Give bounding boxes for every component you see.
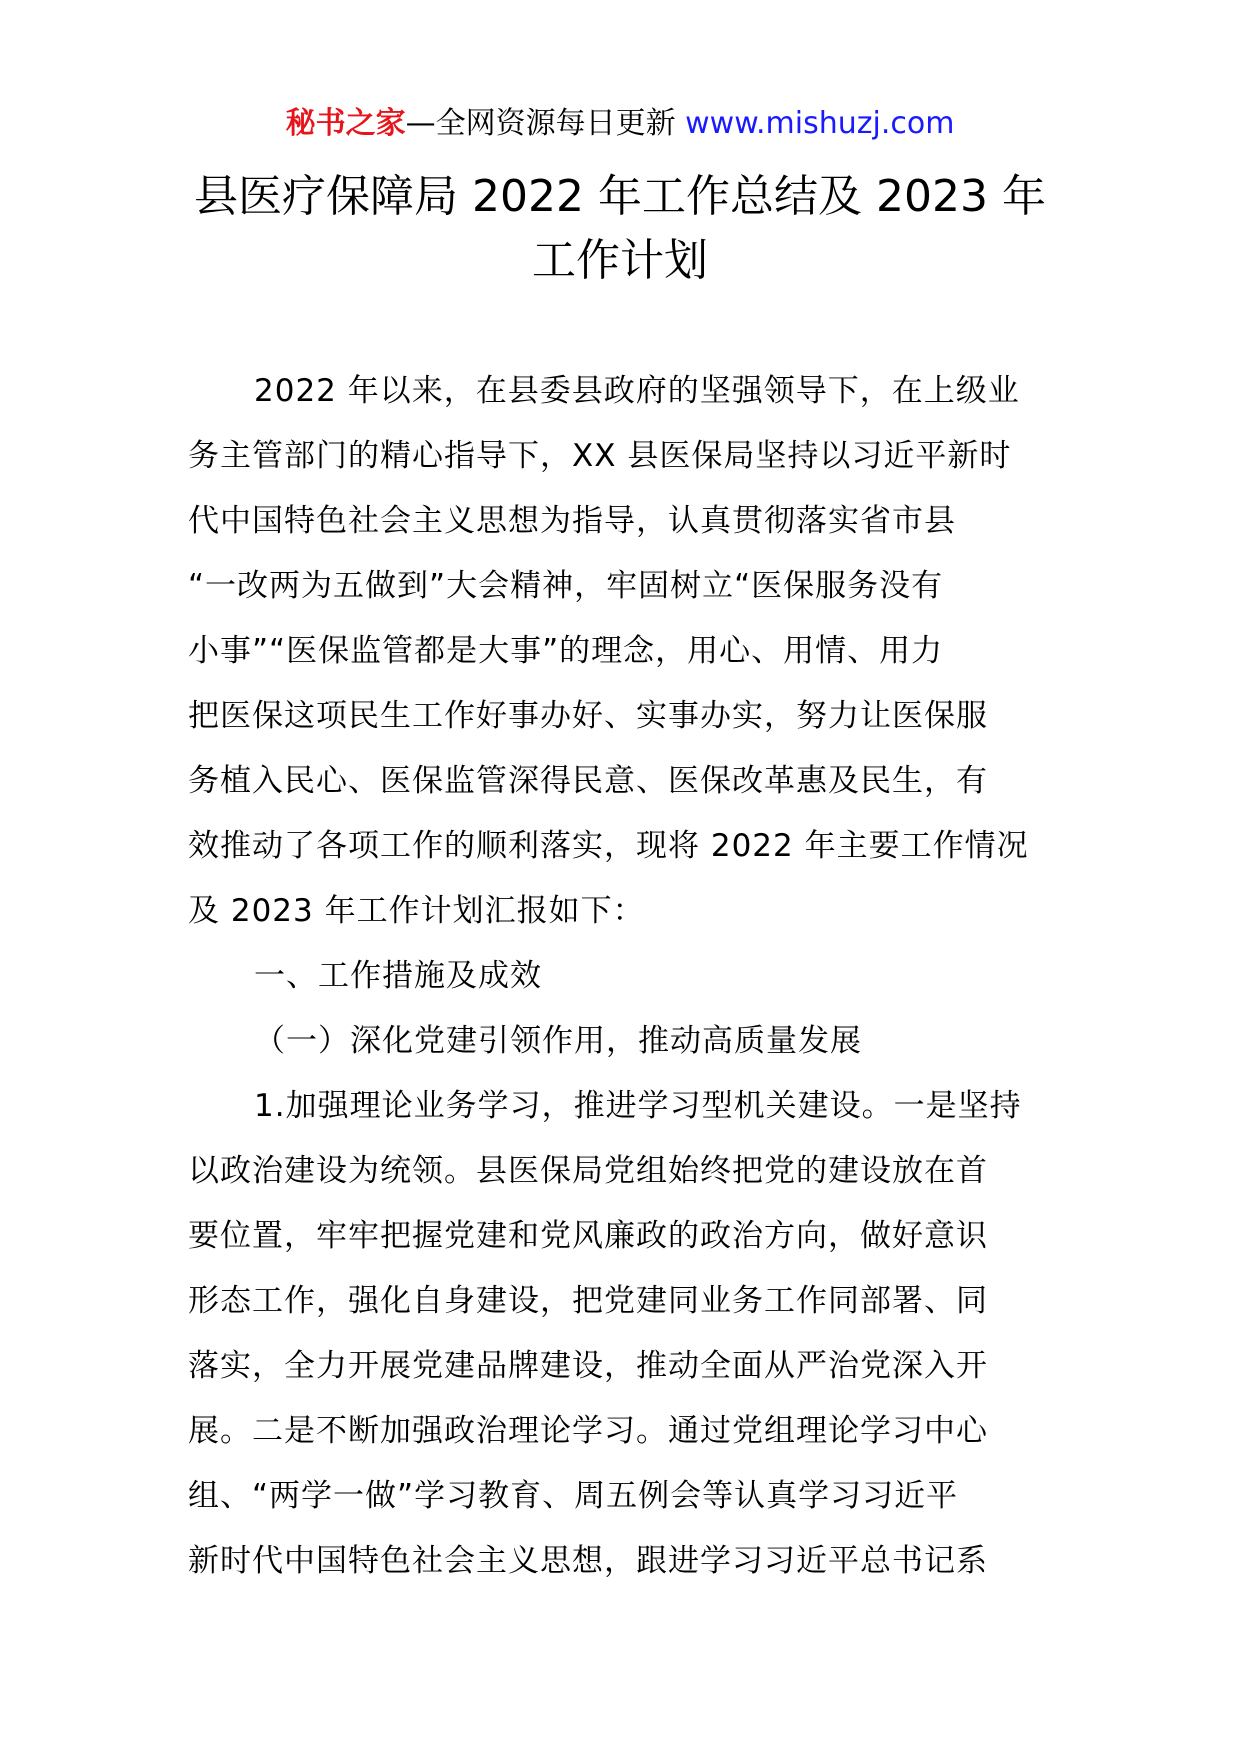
paragraph-line: 及 2023 年工作计划汇报如下：: [188, 893, 645, 929]
title-line: 工作计划: [532, 235, 708, 286]
paragraph-line: 1.加强理论业务学习，推进学习型机关建设。一是坚持: [254, 1088, 1022, 1124]
document-title: [0, 165, 1240, 293]
site-header: [0, 102, 1240, 146]
paragraph-line: 务植入民心、医保监管深得民意、医保改革惠及民生，有: [188, 763, 988, 799]
paragraph-line: 新时代中国特色社会主义思想，跟进学习习近平总书记系: [188, 1543, 988, 1579]
paragraph-line: 代中国特色社会主义思想为指导，认真贯彻落实省市县: [188, 503, 956, 539]
paragraph-line: 小事”“医保监管都是大事”的理念，用心、用情、用力: [188, 633, 944, 669]
site-url[interactable]: www.mishuzj.com: [685, 106, 955, 141]
site-brand: 秘书之家: [285, 106, 406, 141]
paragraph-line: 2022 年以来，在县委县政府的坚强领导下，在上级业: [254, 373, 1020, 409]
paragraph-line: 务主管部门的精心指导下，XX 县医保局坚持以习近平新时: [188, 438, 1012, 474]
paragraph-line: 落实，全力开展党建品牌建设，推动全面从严治党深入开: [188, 1348, 988, 1384]
section-heading: 一、工作措施及成效: [254, 958, 542, 994]
paragraph-line: 展。二是不断加强政治理论学习。通过党组理论学习中心: [188, 1413, 988, 1449]
paragraph-line: 组、“两学一做”学习教育、周五例会等认真学习习近平: [188, 1478, 959, 1514]
subsection-heading: （一）深化党建引领作用，推动高质量发展: [254, 1023, 862, 1059]
paragraph-line: 效推动了各项工作的顺利落实，现将 2022 年主要工作情况: [188, 828, 1029, 864]
title-line: 县医疗保障局 2022 年工作总结及 2023 年: [194, 171, 1046, 222]
paragraph-line: 以政治建设为统领。县医保局党组始终把党的建设放在首: [188, 1153, 988, 1189]
paragraph-line: 把医保这项民生工作好事办好、实事办实，努力让医保服: [188, 698, 988, 734]
site-tagline: —全网资源每日更新: [405, 106, 686, 141]
document-body: [188, 359, 1058, 1594]
paragraph-line: 要位置，牢牢把握党建和党风廉政的政治方向，做好意识: [188, 1218, 988, 1254]
paragraph-line: 形态工作，强化自身建设，把党建同业务工作同部署、同: [188, 1283, 988, 1319]
paragraph-line: “一改两为五做到”大会精神，牢固树立“医保服务没有: [188, 568, 944, 604]
